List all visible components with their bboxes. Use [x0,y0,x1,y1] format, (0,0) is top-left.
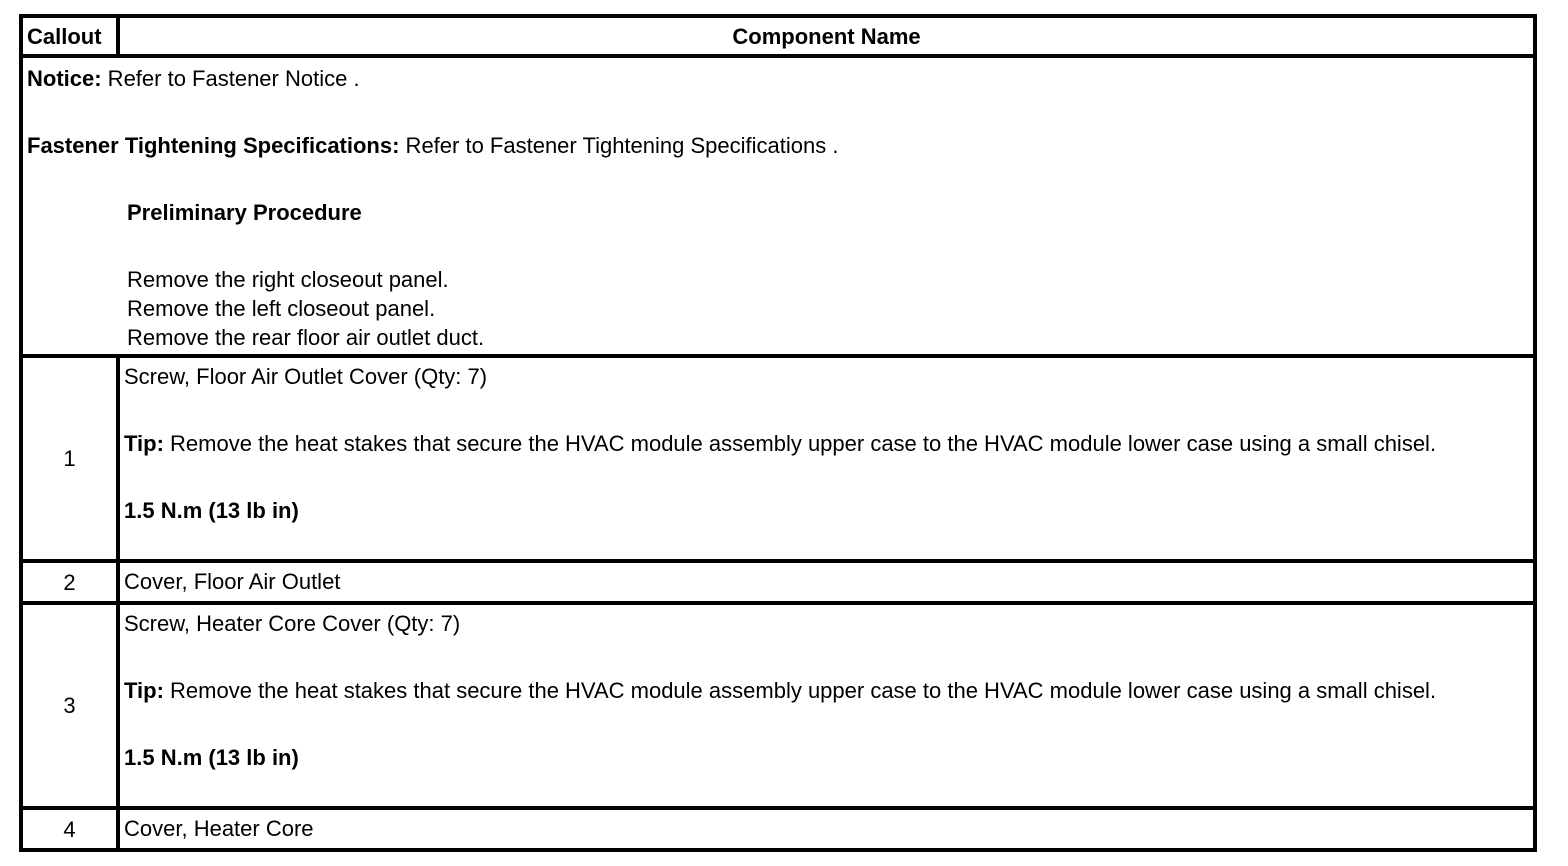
table-row [21,603,1535,808]
notice-label: Notice: [27,66,102,91]
procedure-step: Remove the right closeout panel. [127,267,449,292]
fastener-spec-text: Refer to Fastener Tightening Specifications . [399,133,839,158]
component-name: Cover, Floor Air Outlet [118,561,1535,603]
fastener-spec-label: Fastener Tightening Specifications: [27,133,400,158]
preliminary-procedure-title: Preliminary Procedure [127,200,362,225]
table-row [21,356,1535,561]
callout-number: 1 [21,356,118,561]
procedure-step: Remove the left closeout panel. [127,296,436,321]
table-row [21,808,1535,850]
notice-text: Refer to Fastener Notice . [101,66,360,91]
callout-column-header: Callout [21,16,118,56]
notice-line [27,64,1527,93]
callout-number: 4 [21,808,118,850]
notice-row [21,56,1535,356]
tip-label: Tip: [124,678,164,703]
table-row [21,561,1535,603]
component-name: Screw, Heater Core Cover (Qty: 7) [124,611,461,636]
component-name: Screw, Floor Air Outlet Cover (Qty: 7) [124,364,488,389]
notice-cell [21,56,1535,356]
table-header-row [21,16,1535,56]
callout-number: 3 [21,603,118,808]
component-table [19,14,1537,852]
torque-spec: 1.5 N.m (13 lb in) [124,745,299,770]
component-name-column-header: Component Name [118,16,1535,56]
callout-number: 2 [21,561,118,603]
tip-text: Tip: Remove the heat stakes that secure the HVAC module assembly upper case to the HVAC module lower case using a small chisel. [124,678,1437,703]
tip-label: Tip: [124,431,164,456]
torque-spec: 1.5 N.m (13 lb in) [124,498,299,523]
fastener-spec-line [27,131,1527,160]
procedure-step: Remove the rear floor air outlet duct. [127,325,485,350]
component-description [118,356,1535,561]
component-description [118,603,1535,808]
component-table-container [19,14,1533,852]
tip-text: Tip: Remove the heat stakes that secure the HVAC module assembly upper case to the HVAC module lower case using a small chisel. [124,431,1437,456]
component-name: Cover, Heater Core [118,808,1535,850]
